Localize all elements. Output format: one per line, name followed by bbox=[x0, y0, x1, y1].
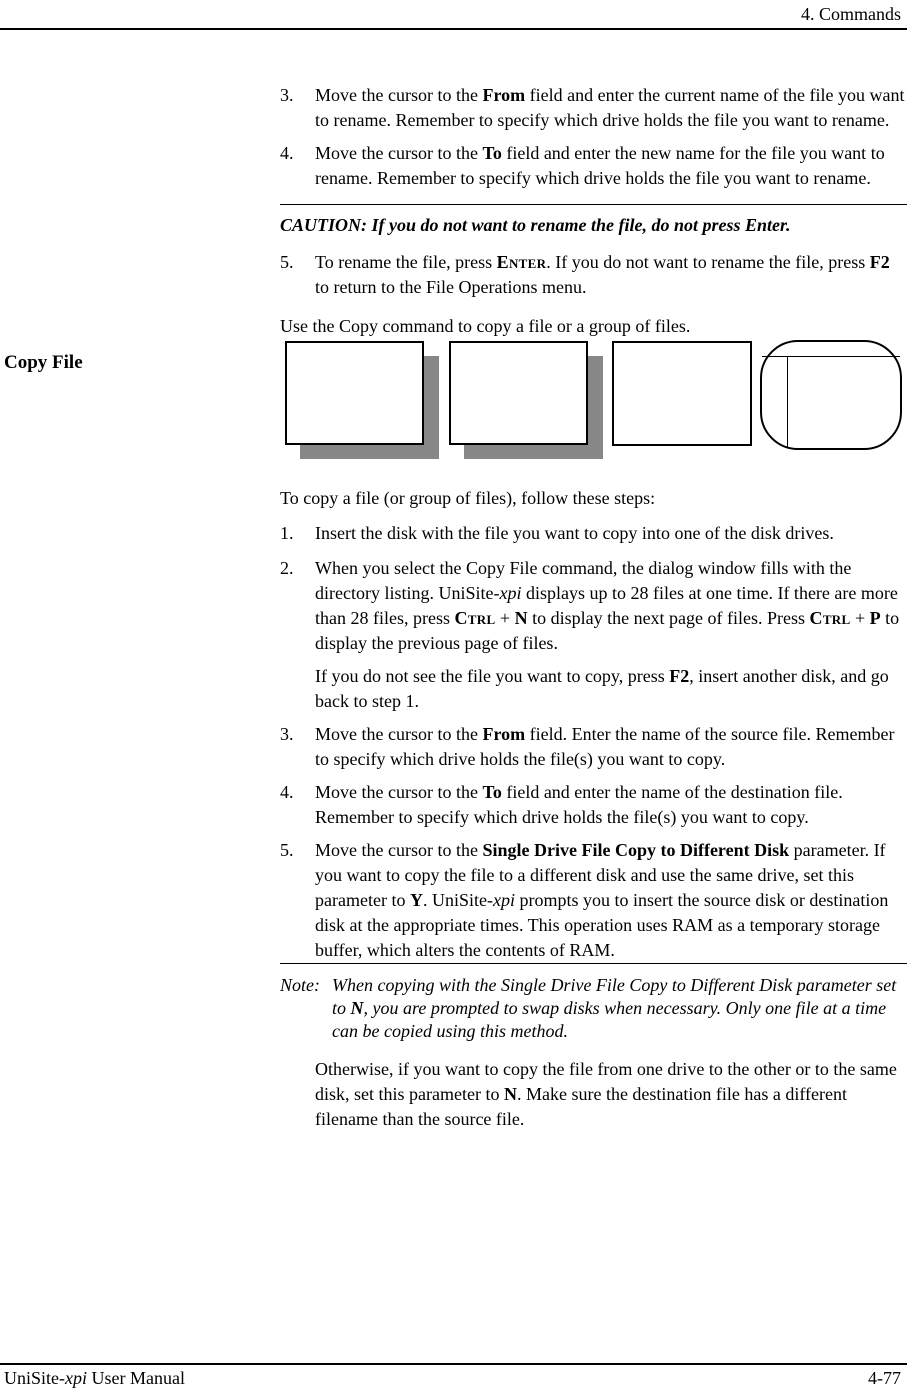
note-label: Note: bbox=[280, 975, 320, 995]
copy-step-3 bbox=[280, 722, 907, 772]
step-number: 1. bbox=[280, 523, 294, 543]
step-text: Move the cursor to the Single Drive File Copy to Different Disk parameter. If you want to copy the file to a different disk and use the same drive, set this parameter to Y. UniSite-xpi prompts you to insert the source disk or destination disk at the appropriate times. This operation uses RAM as a temporary storage buffer, which alters the contents of RAM. bbox=[315, 840, 889, 960]
step-number: 4. bbox=[280, 143, 294, 163]
file-with-shadow-icon bbox=[285, 340, 439, 459]
step-number: 4. bbox=[280, 782, 294, 802]
file-with-shadow-icon bbox=[449, 340, 603, 459]
caution-note bbox=[280, 204, 907, 238]
chapter-title: 4. Commands bbox=[800, 4, 901, 24]
copy-step-2 bbox=[280, 556, 907, 656]
step-text: Move the cursor to the To field and enter the name of the destination file. Remember to specify which drive holds the file(s) you want to copy. bbox=[315, 782, 843, 827]
copy-file-intro: Use the Copy command to copy a file or a group of files. bbox=[280, 316, 691, 336]
step-text: Insert the disk with the file you want to copy into one of the disk drives. bbox=[315, 523, 834, 543]
copy-step-5 bbox=[280, 838, 907, 963]
step-text: When you select the Copy File command, the dialog window fills with the directory listing. UniSite-xpi displays up to 28 files at one time. If there are more than 28 files, press Ctrl + N to display the next page of files. Press Ctrl + P to display the previous page of files. bbox=[315, 558, 900, 653]
content-column bbox=[280, 0, 907, 1132]
step-text: Move the cursor to the To field and enter the new name for the file you want to rename. Remember to specify which drive holds the file you want to rename. bbox=[315, 143, 885, 188]
page-number: 4-77 bbox=[868, 1368, 901, 1388]
closing-paragraph: Otherwise, if you want to copy the file from one drive to the other or to the same disk, set this parameter to N. Make sure the destination file has a different filename than the source file. bbox=[315, 1059, 897, 1129]
blank-window-icon bbox=[612, 341, 752, 446]
step-number: 5. bbox=[280, 840, 294, 860]
step-number: 2. bbox=[280, 558, 294, 578]
note-text: When copying with the Single Drive File Copy to Different Disk parameter set to N, you are prompted to swap disks when necessary. Only one file at a time can be copied using this method. bbox=[332, 975, 897, 1041]
running-footer bbox=[4, 1366, 901, 1389]
copy-step-2-continuation: If you do not see the file you want to copy, press F2, insert another disk, and go back to step 1. bbox=[315, 666, 889, 711]
disk-top-line bbox=[762, 356, 900, 357]
disk-left-line bbox=[787, 356, 788, 448]
copy-step-4 bbox=[280, 780, 907, 830]
step-number: 3. bbox=[280, 85, 294, 105]
step-text: Move the cursor to the From field. Enter the name of the source file. Remember to specify which drive holds the file(s) you want to copy. bbox=[315, 724, 895, 769]
section-label-copy-file: Copy File bbox=[4, 352, 83, 373]
rename-step-5 bbox=[280, 250, 907, 300]
step-text: Move the cursor to the From field and enter the current name of the file you want to rename. Remember to specify which drive holds the file you want to rename. bbox=[315, 85, 905, 130]
copy-step-1 bbox=[280, 521, 907, 546]
step-text: To rename the file, press Enter. If you do not want to rename the file, press F2 to return to the File Operations menu. bbox=[315, 252, 890, 297]
footer-rule bbox=[0, 1363, 907, 1365]
copy-file-graphic bbox=[285, 340, 907, 459]
note bbox=[280, 963, 907, 1043]
file-face bbox=[449, 341, 588, 445]
step-number: 3. bbox=[280, 724, 294, 744]
rename-step-4 bbox=[280, 141, 907, 191]
file-face bbox=[285, 341, 424, 445]
floppy-disk-icon bbox=[760, 340, 902, 450]
rename-step-3 bbox=[280, 83, 907, 133]
step-number: 5. bbox=[280, 252, 294, 272]
manual-title: UniSite-xpi User Manual bbox=[4, 1368, 185, 1388]
caution-text: CAUTION: If you do not want to rename the file, do not press Enter. bbox=[280, 215, 791, 235]
copy-steps-intro: To copy a file (or group of files), follow these steps: bbox=[280, 488, 656, 508]
